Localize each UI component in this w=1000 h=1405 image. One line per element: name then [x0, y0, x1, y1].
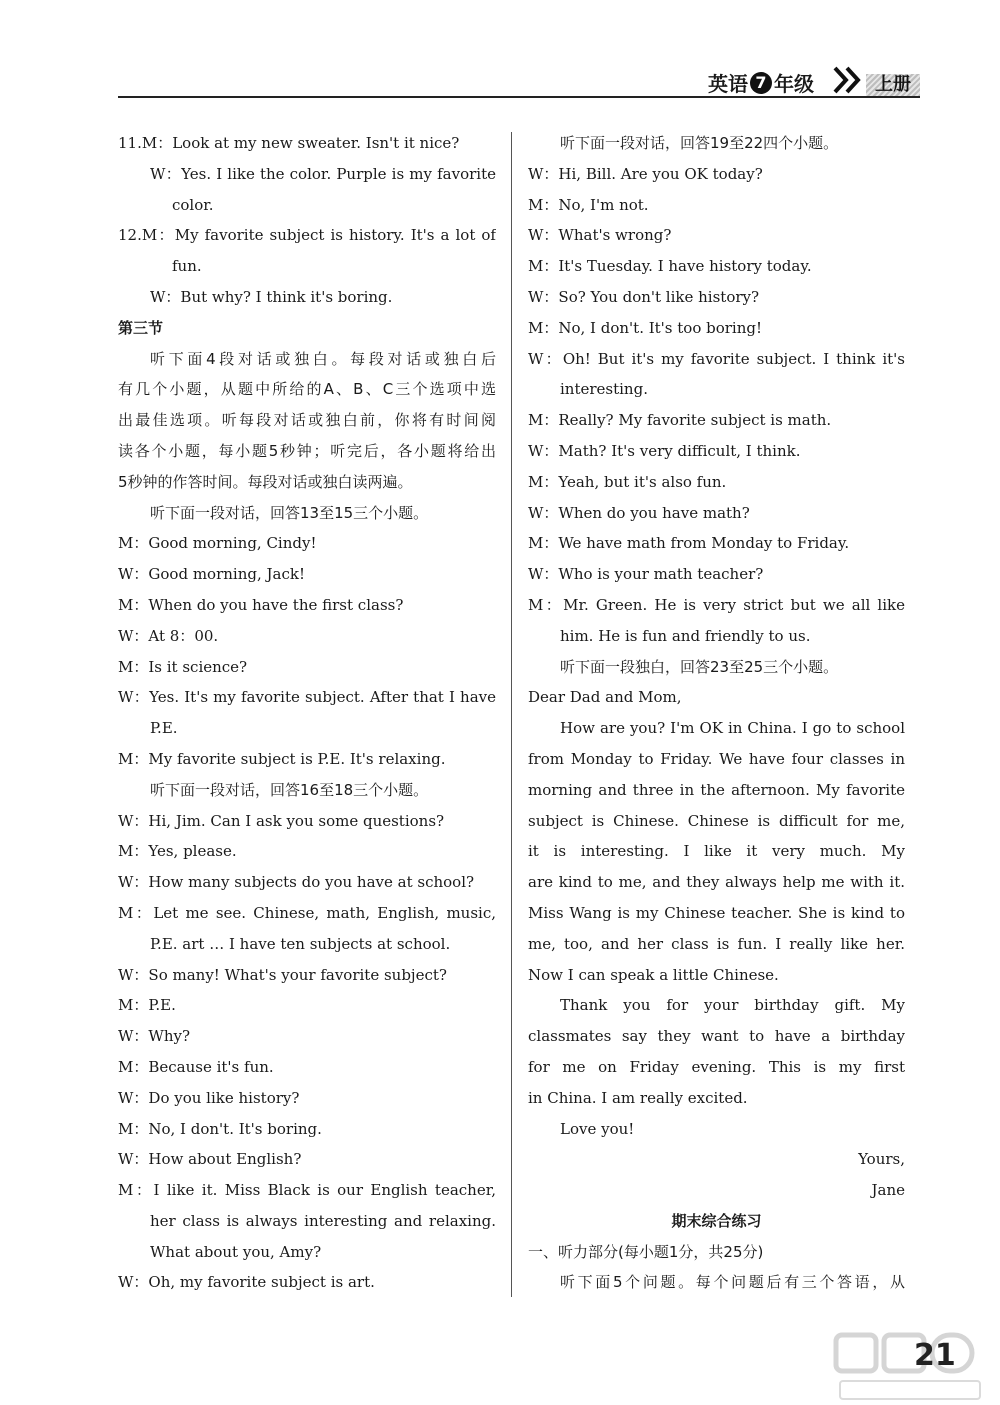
letter-line: classmates say they want to have a birthday: [528, 1027, 905, 1046]
dialogue-line: P.E. art … I have ten subjects at school.: [150, 934, 451, 953]
dialogue-line: W：Hi, Jim. Can I ask you some questions?: [118, 811, 445, 830]
letter-signature: Jane: [871, 1181, 905, 1200]
instruction-line: 读各个小题，每小题5秒钟；听完后，各小题将给出: [118, 441, 496, 460]
dialogue-line: W：At 8：00.: [118, 626, 219, 645]
book-title: [708, 68, 814, 97]
dialogue-line: M：My favorite subject is P.E. It's relaxing.: [118, 749, 446, 768]
dialogue-line: M：Mr. Green. He is very strict but we all like: [528, 595, 905, 614]
instruction-line: 听下面5个问题。每个问题后有三个答语，从: [560, 1273, 905, 1292]
instruction-line: 听下面4段对话或独白。每段对话或独白后: [150, 349, 496, 368]
column-divider: [511, 132, 512, 1297]
subject-label: 英语: [708, 72, 748, 96]
dialogue-line: W：Who is your math teacher?: [528, 565, 764, 584]
dialogue-line: W：How many subjects do you have at school?: [118, 873, 475, 892]
dialogue-line: W：Oh! But it's my favorite subject. I think it's: [528, 349, 905, 368]
dialogue-line: M：I like it. Miss Black is our English teacher,: [118, 1181, 496, 1200]
dialogue-line: M：Is it science?: [118, 657, 248, 676]
dialogue-line: M：It's Tuesday. I have history today.: [528, 257, 812, 276]
dialogue-line: W：What's wrong?: [528, 226, 672, 245]
dialogue-line: color.: [172, 195, 214, 214]
header-rule: [118, 96, 920, 98]
double-chevron-icon: [832, 62, 866, 98]
instruction-line: 出最佳选项。听每段对话或独白前，你将有时间阅: [118, 411, 496, 430]
dialogue-line: What about you, Amy?: [150, 1242, 322, 1261]
watermark-logo: [830, 1325, 990, 1405]
dialogue-line: W：Math? It's very difficult, I think.: [528, 441, 801, 460]
instruction-line: 听下面一段独白，回答23至25三个小题。: [560, 657, 839, 676]
dialogue-line: M：P.E.: [118, 996, 176, 1015]
instruction-line: 听下面一段对话，回答16至18三个小题。: [150, 780, 429, 799]
dialogue-line: W：So? You don't like history?: [528, 287, 760, 306]
dialogue-line: W：Yes. It's my favorite subject. After that I have: [118, 688, 496, 707]
letter-closing: Love you!: [560, 1119, 635, 1138]
dialogue-line: M：No, I don't. It's too boring!: [528, 318, 763, 337]
dialogue-line: M：Let me see. Chinese, math, English, music,: [118, 903, 496, 922]
letter-line: me, too, and her class is fun. I really like her.: [528, 934, 905, 953]
left-column: [118, 128, 496, 1298]
letter-line: Miss Wang is my Chinese teacher. She is kind to: [528, 903, 905, 922]
instruction-line: 一、听力部分(每小题1分，共25分): [528, 1242, 764, 1261]
dialogue-line: 11.M：Look at my new sweater. Isn't it nice?: [118, 134, 460, 152]
letter-line: it is interesting. I like it very much. My: [528, 842, 905, 861]
letter-salutation: Dear Dad and Mom,: [528, 688, 682, 707]
dialogue-line: W：Why?: [118, 1027, 191, 1046]
grade-suffix: 年级: [774, 72, 814, 96]
section-heading: 第三节: [118, 318, 164, 337]
right-column: [528, 128, 905, 1298]
page-number: 21: [914, 1338, 956, 1373]
dialogue-line: W：Good morning, Jack!: [118, 565, 305, 584]
instruction-line: 听下面一段对话，回答19至22四个小题。: [560, 134, 839, 152]
dialogue-line: M：Good morning, Cindy!: [118, 534, 317, 553]
volume-label: 上册: [866, 74, 920, 96]
letter-line: are kind to me, and they always help me with it.: [528, 873, 905, 892]
letter-signoff: Yours,: [858, 1150, 905, 1169]
dialogue-line: W：But why? I think it's boring.: [150, 287, 393, 306]
instruction-line: 有几个小题，从题中所给的A、B、C三个选项中选: [118, 380, 496, 399]
dialogue-line: M：No, I'm not.: [528, 195, 649, 214]
dialogue-line: 12.M：My favorite subject is history. It's a lot of: [118, 226, 496, 245]
dialogue-line: W：Oh, my favorite subject is art.: [118, 1273, 375, 1292]
dialogue-line: interesting.: [560, 380, 648, 399]
dialogue-line: M：No, I don't. It's boring.: [118, 1119, 322, 1138]
letter-line: Thank you for your birthday gift. My: [560, 996, 905, 1015]
dialogue-line: M：Because it's fun.: [118, 1057, 274, 1076]
dialogue-line: M：Really? My favorite subject is math.: [528, 411, 832, 430]
dialogue-line: W：So many! What's your favorite subject?: [118, 965, 447, 984]
dialogue-line: fun.: [172, 257, 202, 276]
dialogue-line: P.E.: [150, 719, 178, 738]
instruction-line: 听下面一段对话，回答13至15三个小题。: [150, 503, 429, 522]
letter-line: How are you? I'm OK in China. I go to school: [560, 719, 905, 738]
letter-line: from Monday to Friday. We have four classes in: [528, 749, 905, 768]
dialogue-line: W：Yes. I like the color. Purple is my favorite: [150, 164, 496, 183]
dialogue-line: M：Yeah, but it's also fun.: [528, 472, 727, 491]
dialogue-line: her class is always interesting and relaxing.: [150, 1211, 496, 1230]
letter-line: subject is Chinese. Chinese is difficult for me,: [528, 811, 905, 830]
dialogue-line: W：Do you like history?: [118, 1088, 300, 1107]
letter-line: morning and three in the afternoon. My favorite: [528, 780, 905, 799]
letter-line: in China. I am really excited.: [528, 1088, 748, 1107]
dialogue-line: W：Hi, Bill. Are you OK today?: [528, 164, 763, 183]
dialogue-line: W：When do you have math?: [528, 503, 750, 522]
letter-line: for me on Friday evening. This is my first: [528, 1057, 905, 1076]
dialogue-line: M：We have math from Monday to Friday.: [528, 534, 850, 553]
section-heading: 期末综合练习: [671, 1211, 762, 1230]
dialogue-line: W：How about English?: [118, 1150, 302, 1169]
letter-line: Now I can speak a little Chinese.: [528, 965, 779, 984]
grade-number-badge: 7: [750, 72, 772, 94]
instruction-line: 5秒钟的作答时间。每段对话或独白读两遍。: [118, 472, 413, 491]
dialogue-line: him. He is fun and friendly to us.: [560, 626, 811, 645]
dialogue-line: M：Yes, please.: [118, 842, 237, 861]
dialogue-line: M：When do you have the first class?: [118, 595, 404, 614]
